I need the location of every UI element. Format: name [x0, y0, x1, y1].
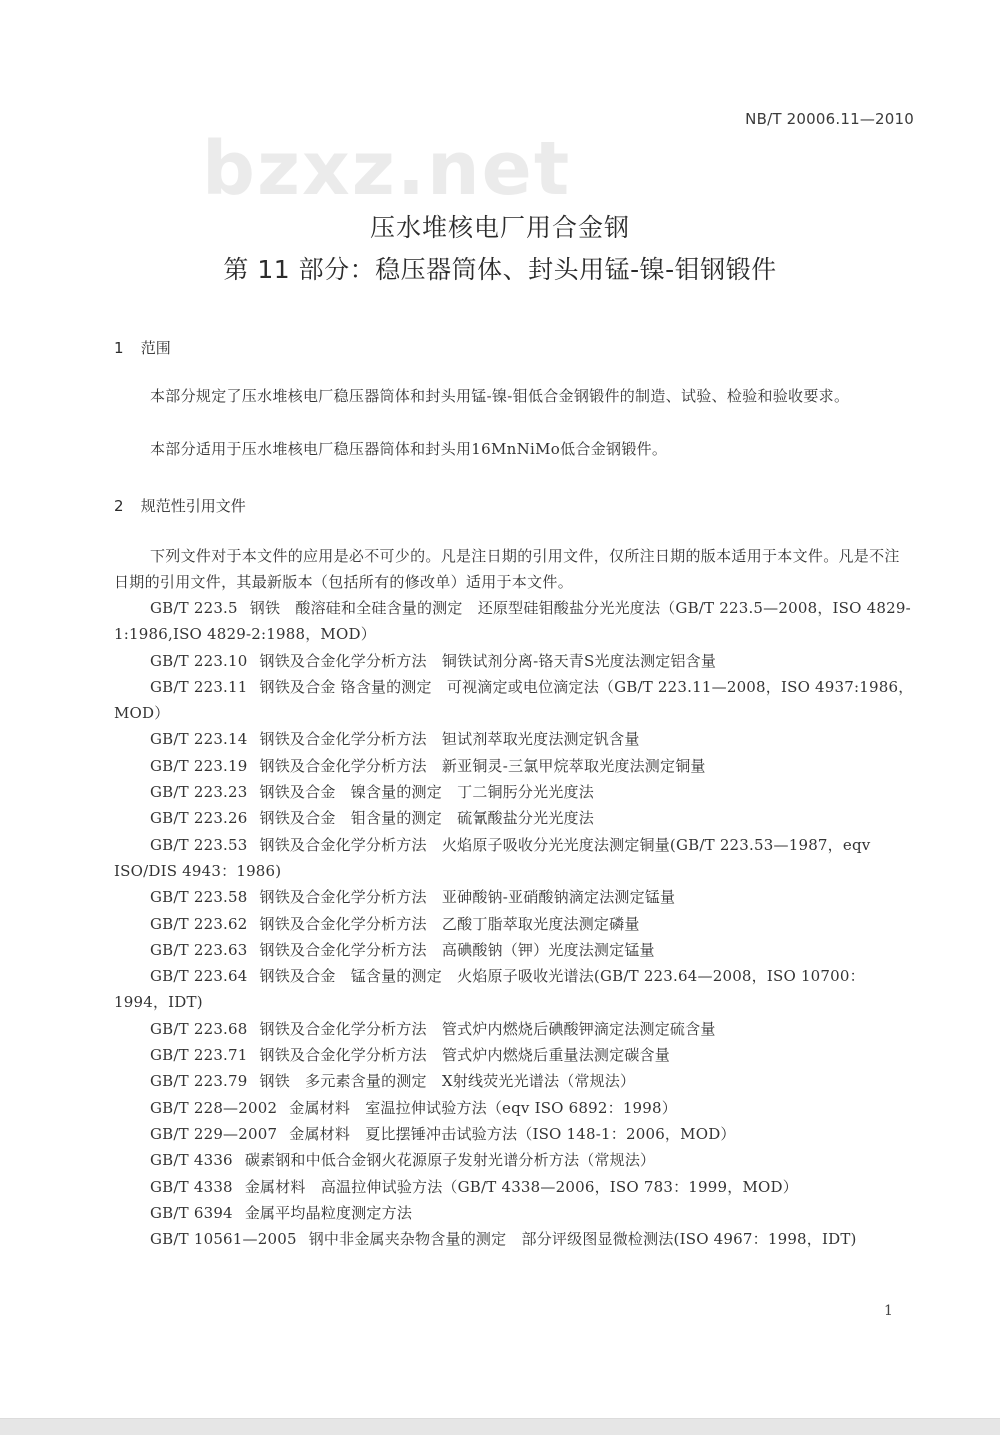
reference-code: GB/T 223.5: [150, 599, 238, 617]
reference-code: GB/T 223.53: [150, 835, 248, 854]
reference-item: [114, 595, 914, 648]
reference-code: GB/T 223.71: [150, 1046, 248, 1065]
reference-title: 钢铁 多元素含量的测定 X射线荧光光谱法（常规法）: [259, 1072, 636, 1091]
reference-title: 钢铁及合金化学分析方法 钽试剂萃取光度法测定钒含量: [259, 730, 640, 749]
scope-paragraph: 本部分规定了压水堆核电厂稳压器筒体和封头用锰-镍-钼低合金钢锻件的制造、试验、检验和验收要求。: [150, 387, 850, 405]
reference-code: GB/T 228—2002: [150, 1098, 278, 1117]
reference-title: 金属材料 室温拉伸试验方法（eqv ISO 6892：1998）: [289, 1098, 677, 1117]
reference-title: 钢铁及合金化学分析方法 管式炉内燃烧后重量法测定碳含量: [259, 1046, 670, 1065]
reference-item: [114, 1068, 914, 1094]
section-heading-normative-references: [114, 495, 246, 516]
section-heading-scope: [114, 337, 171, 358]
reference-item: [114, 1042, 914, 1068]
reference-title: 钢铁及合金 镍含量的测定 丁二铜肟分光光度法: [259, 783, 594, 802]
reference-code: GB/T 223.19: [150, 756, 248, 775]
reference-item: [114, 726, 914, 752]
reference-item: [114, 832, 914, 885]
reference-title: 钢铁及合金 钼含量的测定 硫氰酸盐分光光度法: [259, 809, 594, 828]
reference-code: GB/T 4338: [150, 1177, 233, 1196]
section-title: 范围: [140, 339, 171, 357]
scope-paragraph: 本部分适用于压水堆核电厂稳压器筒体和封头用16MnNiMo低合金钢锻件。: [150, 440, 668, 458]
section-number: 2: [114, 497, 124, 515]
reference-item: [114, 963, 914, 1016]
reference-code: GB/T 6394: [150, 1203, 233, 1222]
reference-item: [114, 911, 914, 937]
viewer-bottom-strip: [0, 1418, 1000, 1435]
reference-title: 钢铁及合金化学分析方法 新亚铜灵-三氯甲烷萃取光度法测定铜量: [259, 756, 706, 775]
reference-item: [114, 937, 914, 963]
reference-item: [114, 753, 914, 779]
reference-item: [114, 1121, 914, 1147]
reference-item: [114, 1147, 914, 1173]
reference-list: [114, 595, 914, 1252]
reference-item: [114, 805, 914, 831]
reference-title: 钢铁及合金 锰含量的测定 火焰原子吸收光谱法(GB/T 223.64—2008，ISO 10700：1994，IDT): [114, 967, 865, 1012]
reference-code: GB/T 223.26: [150, 809, 248, 828]
reference-code: GB/T 223.62: [150, 914, 248, 933]
reference-item: [114, 1095, 914, 1121]
reference-code: GB/T 223.79: [150, 1072, 248, 1091]
reference-item: [114, 1174, 914, 1200]
reference-title: 钢铁及合金化学分析方法 乙酸丁脂萃取光度法测定磷量: [259, 914, 640, 933]
reference-code: GB/T 229—2007: [150, 1124, 278, 1143]
reference-item: [114, 674, 914, 727]
standard-number: NB/T 20006.11—2010: [745, 110, 914, 128]
section-title: 规范性引用文件: [140, 497, 246, 515]
reference-title: 钢中非金属夹杂物含量的测定 部分评级图显微检测法(ISO 4967：1998，IDT): [308, 1230, 857, 1249]
reference-title: 金属平均晶粒度测定方法: [244, 1203, 413, 1222]
reference-title: 钢铁及合金化学分析方法 高碘酸钠（钾）光度法测定锰量: [259, 940, 655, 959]
reference-title: 钢铁及合金化学分析方法 火焰原子吸收分光光度法测定铜量(GB/T 223.53—1987，eqv ISO/DIS 4943：1986): [114, 835, 871, 880]
document-subtitle: 第 11 部分：稳压器筒体、封头用锰-镍-钼钢锻件: [223, 255, 777, 284]
references-intro-paragraph: 下列文件对于本文件的应用是必不可少的。凡是注日期的引用文件，仅所注日期的版本适用于本文件。凡是不注日期的引用文件，其最新版本（包括所有的修改单）适用于本文件。: [114, 547, 900, 592]
reference-title: 钢铁及合金 铬含量的测定 可视滴定或电位滴定法（GB/T 223.11—2008，ISO 4937:1986，MOD）: [114, 677, 914, 723]
reference-item: [114, 1200, 914, 1226]
reference-title: 金属材料 高温拉伸试验方法（GB/T 4338—2006，ISO 783：1999，MOD）: [244, 1177, 798, 1196]
reference-code: GB/T 223.64: [150, 967, 248, 986]
reference-code: GB/T 223.23: [150, 783, 248, 802]
reference-item: [114, 1226, 914, 1252]
reference-code: GB/T 4336: [150, 1151, 233, 1170]
reference-code: GB/T 223.11: [150, 677, 248, 696]
reference-title: 钢铁及合金化学分析方法 铜铁试剂分离-铬天青S光度法测定铝含量: [259, 651, 717, 670]
reference-title: 钢铁 酸溶硅和全硅含量的测定 还原型硅钼酸盐分光光度法（GB/T 223.5—2008，ISO 4829-1:1986,ISO 4829-2:1988，MOD）: [114, 599, 911, 644]
document-title: 压水堆核电厂用合金钢: [369, 213, 630, 242]
page-number: 1: [884, 1303, 893, 1319]
reference-code: GB/T 223.58: [150, 888, 248, 907]
watermark: bzxz.net: [202, 126, 572, 212]
reference-item: [114, 648, 914, 674]
reference-title: 金属材料 夏比摆锤冲击试验方法（ISO 148-1：2006，MOD）: [289, 1124, 736, 1143]
reference-title: 碳素钢和中低合金钢火花源原子发射光谱分析方法（常规法）: [244, 1151, 656, 1170]
reference-item: [114, 779, 914, 805]
reference-code: GB/T 10561—2005: [150, 1230, 297, 1249]
reference-code: GB/T 223.68: [150, 1019, 248, 1038]
reference-title: 钢铁及合金化学分析方法 管式炉内燃烧后碘酸钾滴定法测定硫含量: [259, 1019, 716, 1038]
reference-item: [114, 884, 914, 910]
section-number: 1: [114, 339, 124, 357]
reference-code: GB/T 223.10: [150, 651, 248, 670]
reference-code: GB/T 223.63: [150, 940, 248, 959]
reference-item: [114, 1016, 914, 1042]
reference-code: GB/T 223.14: [150, 730, 248, 749]
reference-title: 钢铁及合金化学分析方法 亚砷酸钠-亚硝酸钠滴定法测定锰量: [259, 888, 676, 907]
